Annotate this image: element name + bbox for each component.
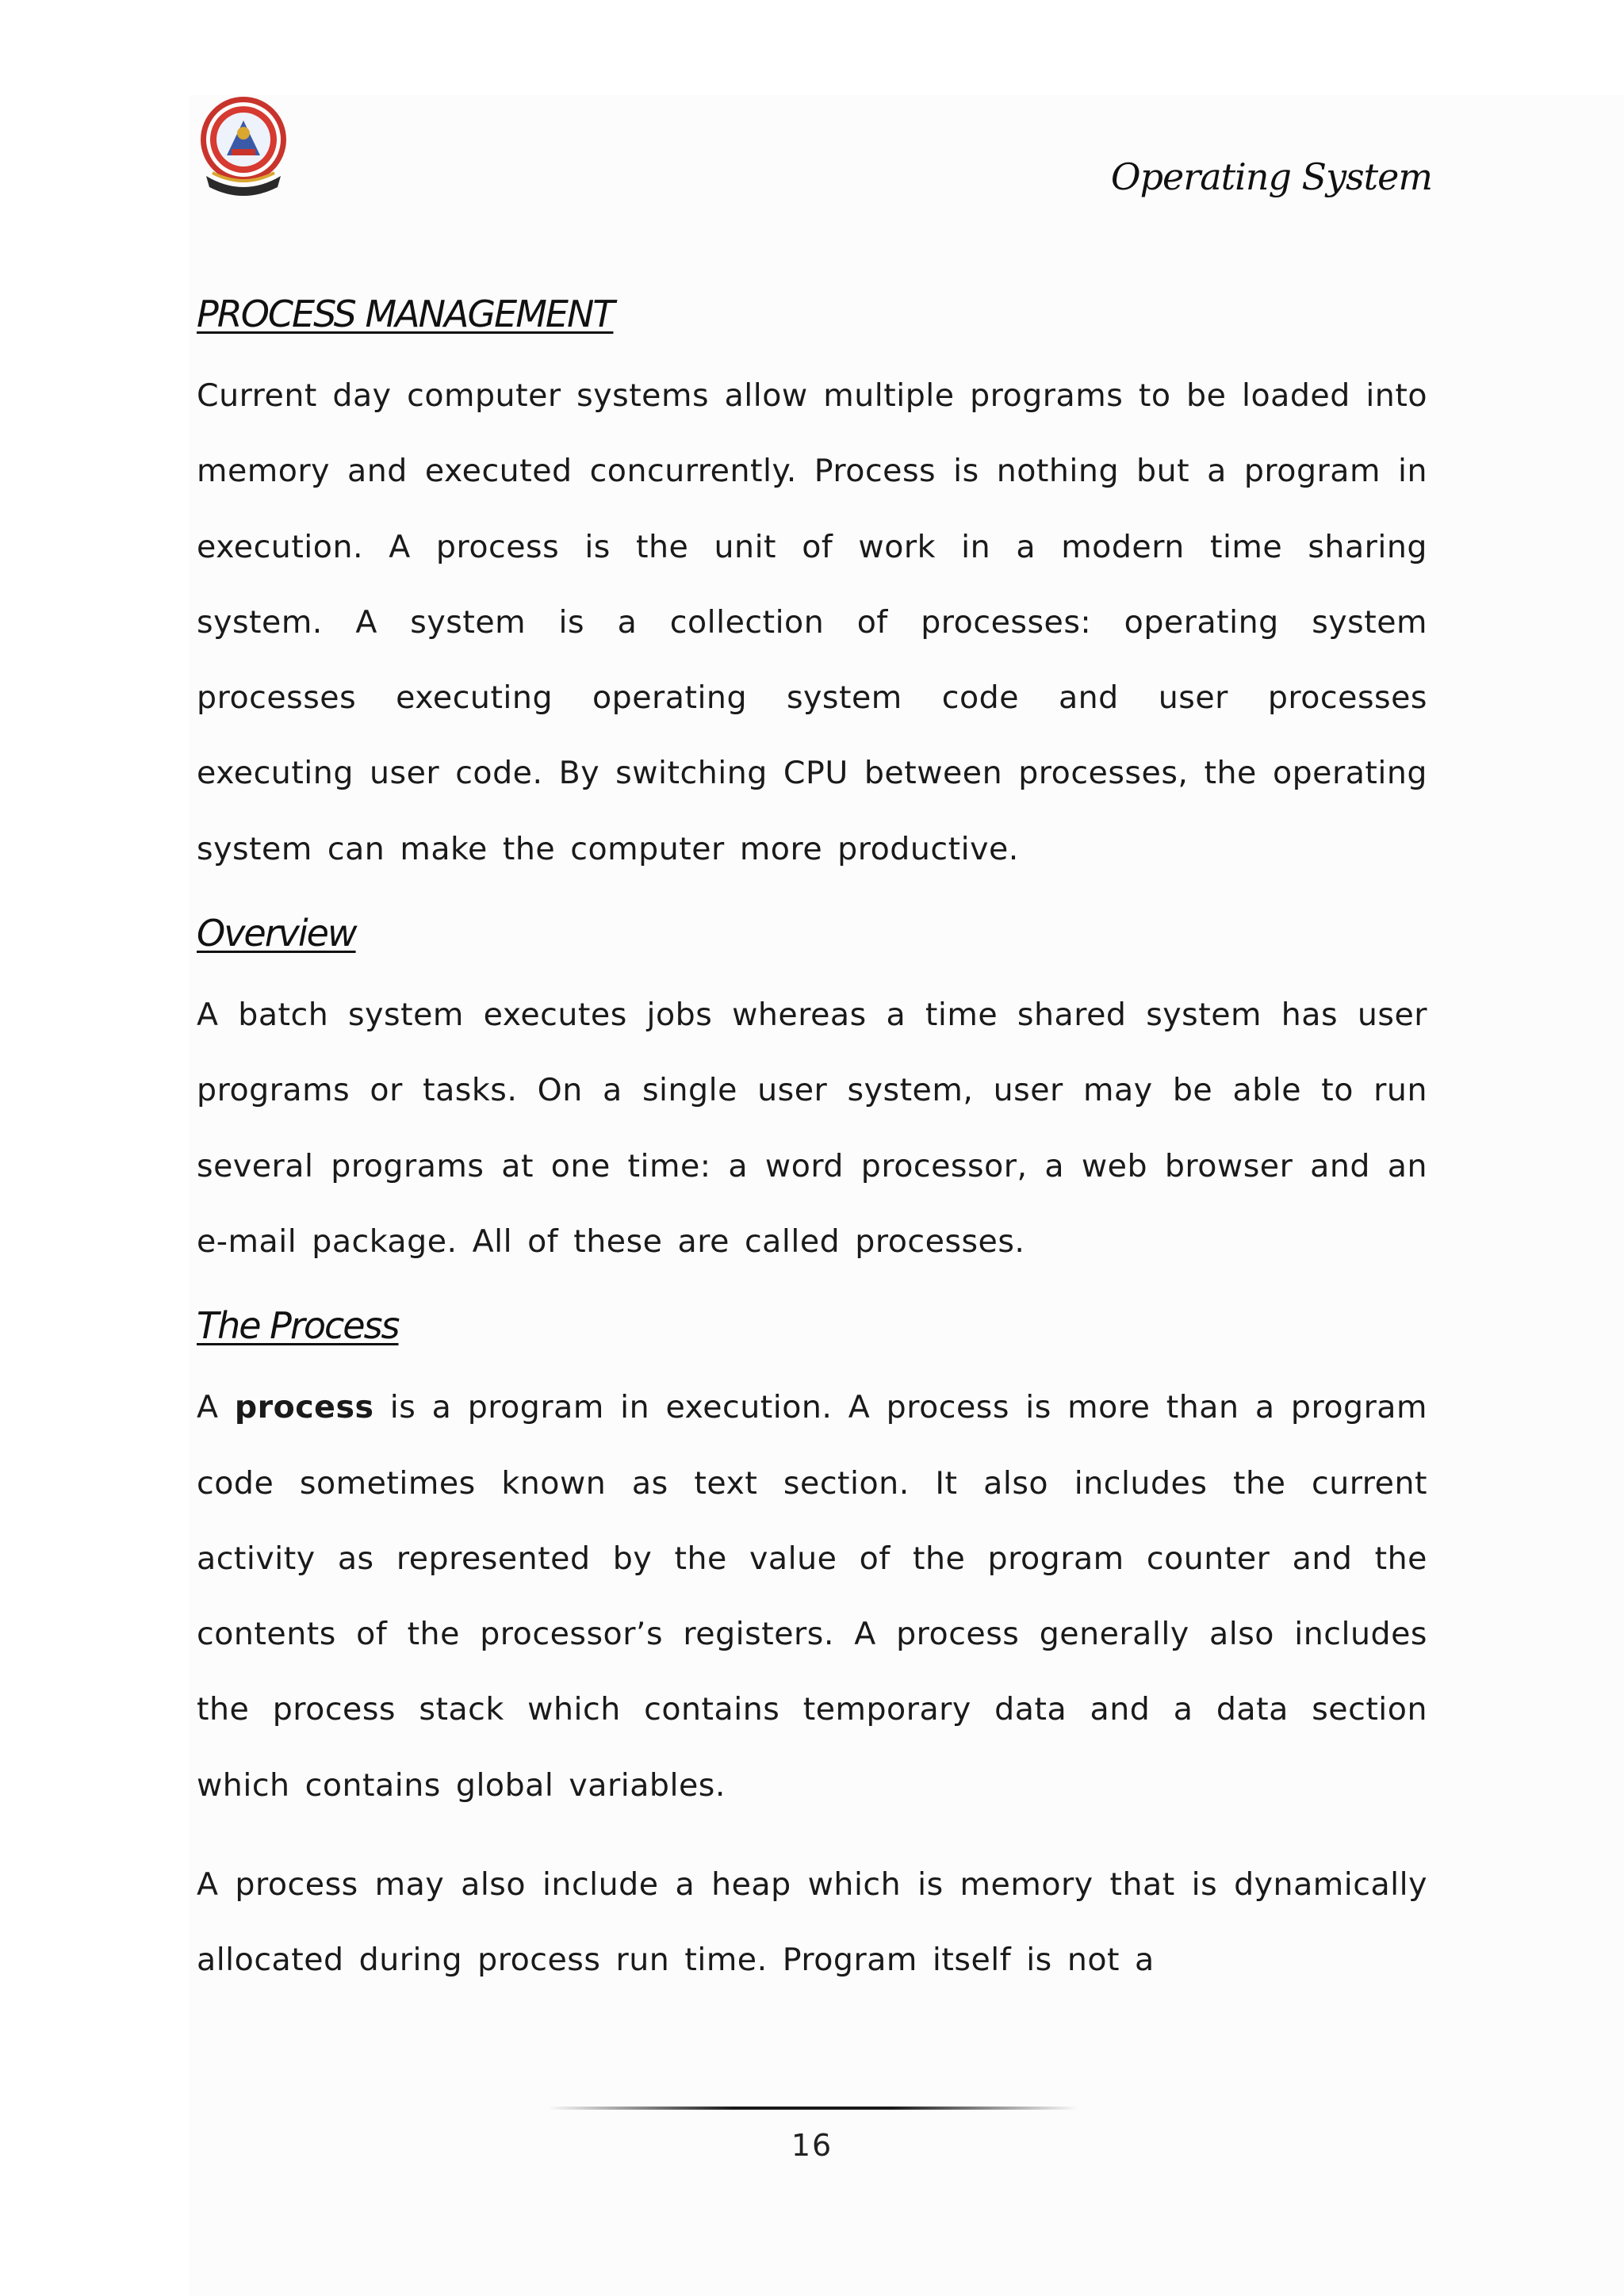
document-body <box>197 284 1427 1999</box>
running-header-title: Operating System <box>1110 155 1432 198</box>
section-heading-the-process: The Process <box>197 1304 399 1348</box>
section-heading-overview: Overview <box>197 912 356 955</box>
section-heading-process-management: PROCESS MANAGEMENT <box>197 293 614 335</box>
paragraph-continuation: is a program in execution. A process is more than a program code sometimes known as text section. It also includes the current activity as represented by the value of the program counter and the contents of the processor’s registers. A process generally also includes the process stack which contains temporary data and a data section which contains global variables. <box>197 1389 1427 1804</box>
page-number: 16 <box>791 2128 833 2163</box>
paragraph-process-management: Current day computer systems allow multiple programs to be loaded into memory and executed concurrently. Process is nothing but a program in execution. A process is the unit of work in a modern time sharing system. A system is a collection of processes: operating system processes executing operating system code and user processes executing user code. By switching CPU between processes, the operating system can make the computer more productive. <box>197 377 1427 867</box>
paragraph-lead-text: A <box>197 1389 235 1426</box>
paragraph-the-process-definition <box>197 1370 1427 1823</box>
bold-term-process: process <box>234 1389 374 1426</box>
paragraph-overview: A batch system executes jobs whereas a time shared system has user programs or tasks. On a single user system, user may be able to run several programs at one time: a word processor, a web browser and an e-mail package. All of these are called processes. <box>197 997 1427 1260</box>
institution-logo <box>195 94 292 201</box>
paragraph-the-process-heap: A process may also include a heap which is memory that is dynamically allocated during process run time. Program itself is not a <box>197 1866 1427 1979</box>
footer-divider <box>547 2107 1078 2110</box>
